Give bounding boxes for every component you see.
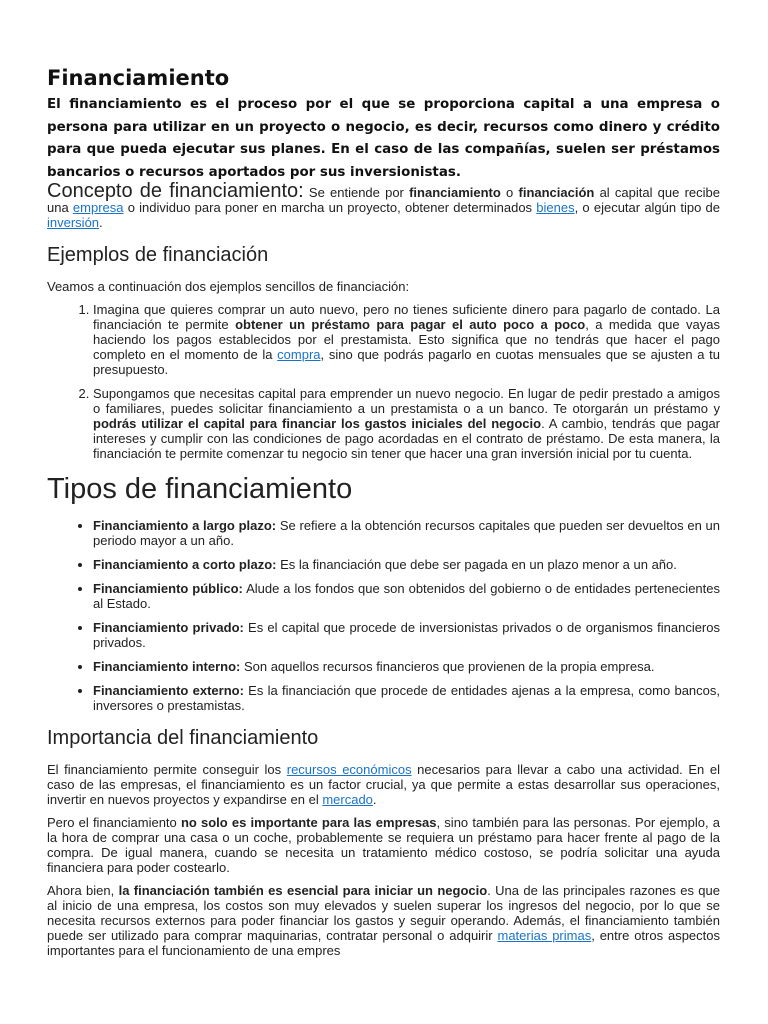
page-title: Financiamiento [47, 66, 230, 90]
link-inversion[interactable]: inversión [47, 215, 100, 230]
types-heading: Tipos de financiamiento [47, 473, 353, 505]
examples-list [47, 302, 720, 461]
examples-heading: Ejemplos de financiación [47, 244, 269, 266]
link-compra[interactable]: compra [277, 347, 321, 362]
list-item: • Financiamiento a largo plazo: Se refiere a la obtención recursos capitales que pueden ser devueltos en un periodo mayor a un año. [93, 518, 720, 548]
importance-paragraph-3: Ahora bien, la financiación también es esencial para iniciar un negocio. Una de las principales razones es que al inicio de una empresa, los costos son muy elevados y suelen superar los ingresos del negocio, por lo que se necesita recursos externos para poder financiar los gastos y seguir operando. Además, el financiamiento también puede ser utilizado para comprar maquinarias, contratar personal o adquirir materias primas, entre otros aspectos importantes para el funcionamiento de una empres [47, 883, 721, 958]
list-item: • Financiamiento privado: Es el capital que procede de inversionistas privados o de organismos financieros privados. [93, 620, 720, 650]
link-recursos-economicos[interactable]: recursos económicos [286, 762, 412, 777]
list-item: • Financiamiento interno: Son aquellos recursos financieros que provienen de la propia empresa. [93, 659, 720, 674]
types-list [47, 518, 720, 713]
importance-heading: Importancia del financiamiento [47, 727, 319, 749]
list-item: 1. Imagina que quieres comprar un auto nuevo, pero no tienes suficiente dinero para pagarlo de contado. La financiación te permite obtener un préstamo para pagar el auto poco a poco, a medida que vayas haciendo los pagos establecidos por el prestamista. Esto significa que no tendrás que hacer el pago completo en el momento de la compra, sino que podrás pagarlo en cuotas mensuales que se ajusten a tu presupuesto. [93, 302, 720, 377]
link-empresa[interactable]: empresa [72, 200, 124, 215]
concept-heading: Concepto de financiamiento: [47, 180, 304, 202]
list-item: 2. Supongamos que necesitas capital para emprender un nuevo negocio. En lugar de pedir prestado a amigos o familiares, puedes solicitar financiamiento a un prestamista o a un banco. Te otorgarán un préstamo y podrás utilizar el capital para financiar los gastos iniciales del negocio. A cambio, tendrás que pagar intereses y cumplir con las condiciones de pago acordadas en el contrato de préstamo. De esta manera, la financiación te permite comenzar tu negocio sin tener que hacer una gran inversión inicial por tu cuenta. [93, 386, 720, 461]
link-mercado[interactable]: mercado [322, 792, 373, 807]
lead-paragraph: El financiamiento es el proceso por el que se proporciona capital a una empresa o persona para utilizar en un proyecto o negocio, es decir, recursos como dinero y crédito para que pueda ejecutar sus planes. En el caso de las compañías, suelen ser préstamos bancarios o recursos aportados por sus inversionistas. [47, 97, 720, 180]
concept-paragraph: Concepto de financiamiento: Se entiende por financiamiento o financiación al capital que recibe una empresa o individuo para poner en marcha un proyecto, obtener determinados bienes, o ejecutar algún tipo de inversión. [47, 180, 720, 230]
importance-paragraph-1: El financiamiento permite conseguir los recursos económicos necesarios para llevar a cabo una actividad. En el caso de las empresas, el financiamiento es un factor crucial, ya que permite a estas desarrollar sus operaciones, invertir en nuevos proyectos y expandirse en el mercado. [47, 762, 721, 807]
link-bienes[interactable]: bienes [536, 200, 575, 215]
list-item: • Financiamiento público: Alude a los fondos que son obtenidos del gobierno o de entidades pertenecientes al Estado. [93, 581, 720, 611]
examples-intro: Veamos a continuación dos ejemplos sencillos de financiación: [47, 279, 410, 294]
link-materias-primas[interactable]: materias primas [497, 928, 592, 943]
importance-paragraph-2: Pero el financiamiento no solo es importante para las empresas, sino también para las personas. Por ejemplo, a la hora de comprar una casa o un coche, probablemente se requiera un préstamo para hacer frente al pago de la compra. De igual manera, cuando se necesita un tratamiento médico costoso, se podría solicitar una ayuda financiera para poder costearlo. [47, 815, 720, 875]
list-item: • Financiamiento externo: Es la financiación que procede de entidades ajenas a la empresa, como bancos, inversores o prestamistas. [93, 683, 720, 713]
list-item: • Financiamiento a corto plazo: Es la financiación que debe ser pagada en un plazo menor a un año. [93, 557, 720, 572]
